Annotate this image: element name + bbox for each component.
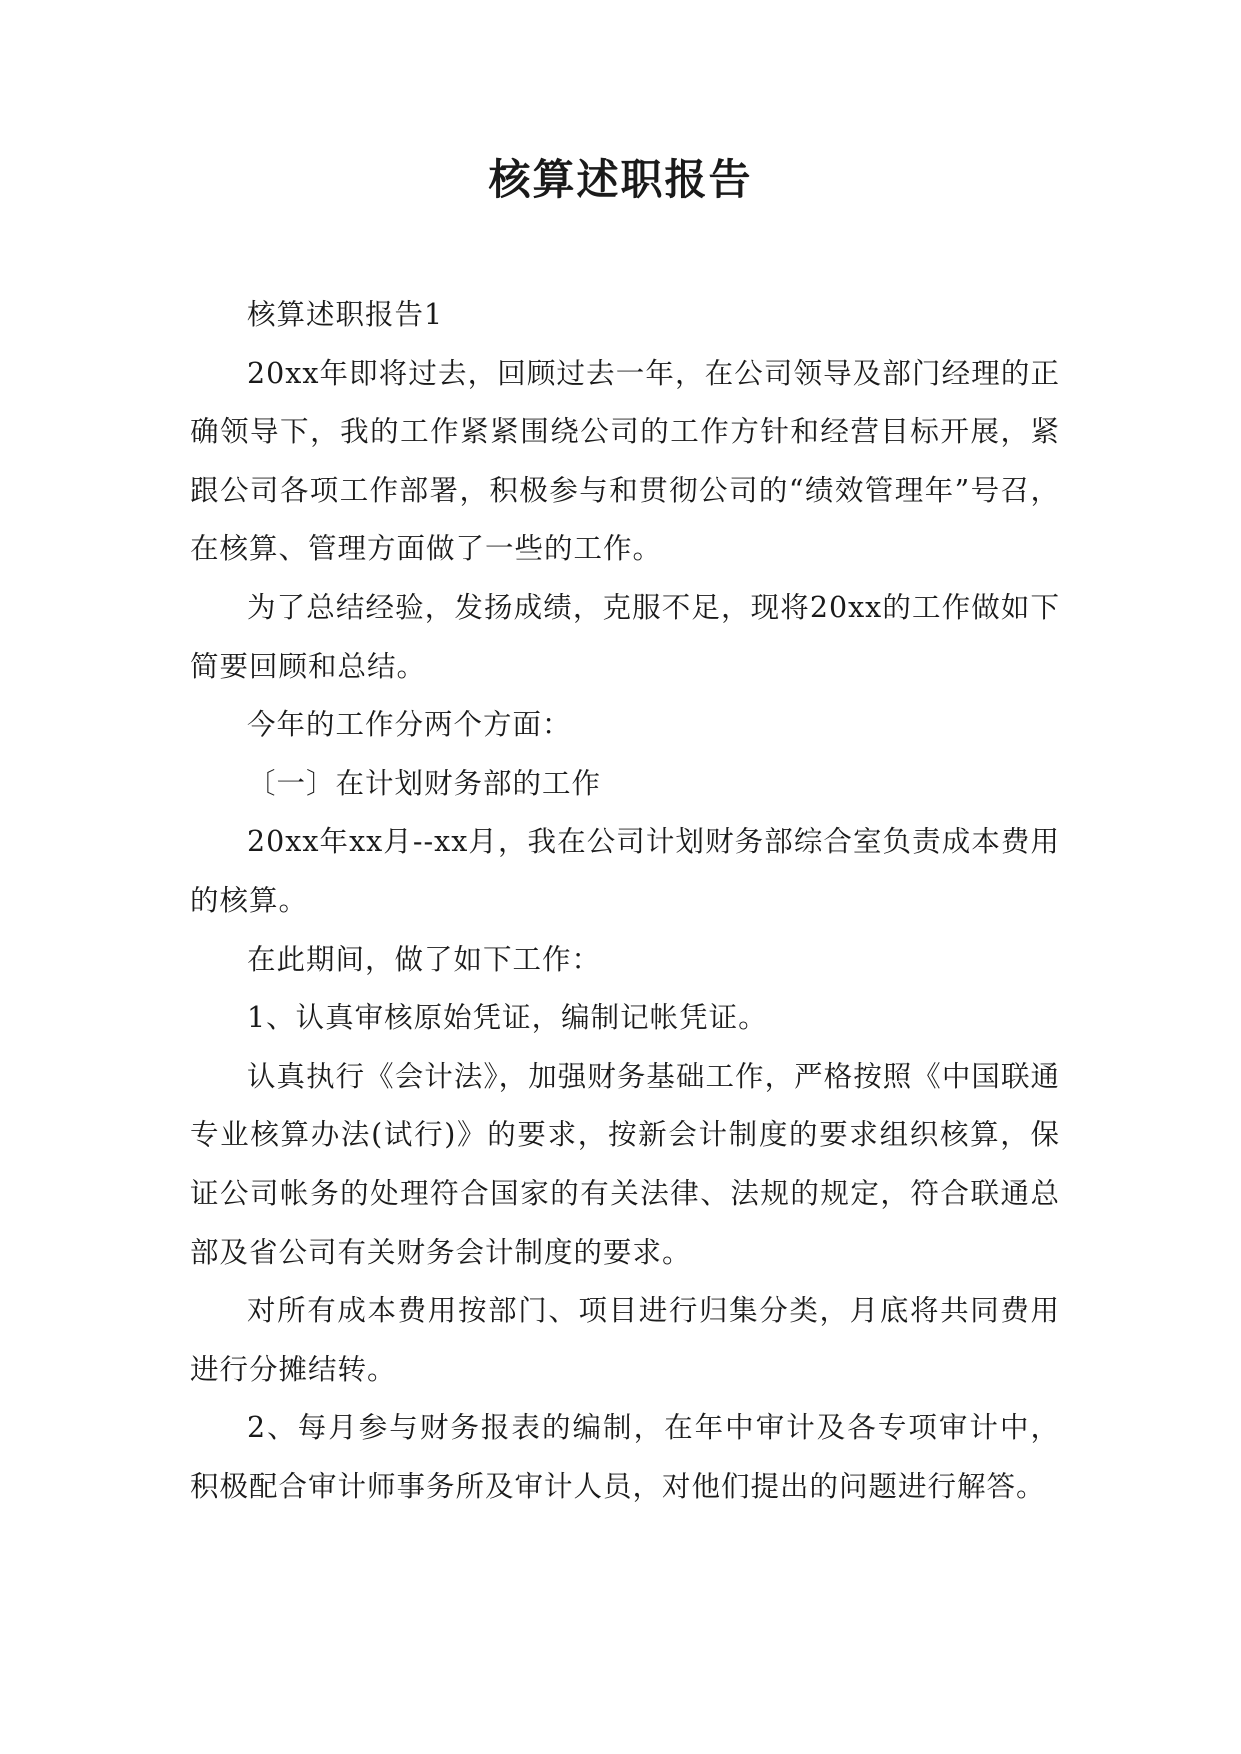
paragraph-two-aspects: 今年的工作分两个方面： xyxy=(247,708,572,742)
section-heading-finance-dept: 〔一〕在计划财务部的工作 xyxy=(247,766,602,800)
paragraph-heading-1: 核算述职报告1 xyxy=(247,298,444,331)
paragraph-accounting-law: 认真执行《会计法》，加强财务基础工作，严格按照《中国联通专业核算办法(试行)》的要求，按新会计制度的要求组织核算，保证公司帐务的处理符合国家的有关法律、法规的规定，符合联通总部及省公司有关财务会计制度的要求。 xyxy=(190,1059,1060,1269)
paragraph-work-done: 在此期间，做了如下工作： xyxy=(247,942,602,976)
list-item-1: 1、认真审核原始凭证，编制记帐凭证。 xyxy=(247,1001,768,1035)
paragraph-cost-accounting: 20xx年xx月--xx月，我在公司计划财务部综合室负责成本费用的核算。 xyxy=(190,825,1060,917)
document-title: 核算述职报告 xyxy=(488,155,753,204)
paragraph-summary-purpose: 为了总结经验，发扬成绩，克服不足，现将20xx的工作做如下简要回顾和总结。 xyxy=(190,590,1060,683)
paragraph-cost-allocation: 对所有成本费用按部门、项目进行归集分类，月底将共同费用进行分摊结转。 xyxy=(190,1294,1060,1386)
paragraph-intro: 20xx年即将过去，回顾过去一年，在公司领导及部门经理的正确领导下，我的工作紧紧围绕公司的工作方针和经营目标开展，紧跟公司各项工作部署，积极参与和贯彻公司的“绩效管理年”号召，在核算、管理方面做了一些的工作。 xyxy=(190,356,1060,566)
list-item-2: 2、每月参与财务报表的编制，在年中审计及各专项审计中，积极配合审计师事务所及审计人员，对他们提出的问题进行解答。 xyxy=(190,1411,1060,1503)
document-body xyxy=(190,286,1060,1516)
